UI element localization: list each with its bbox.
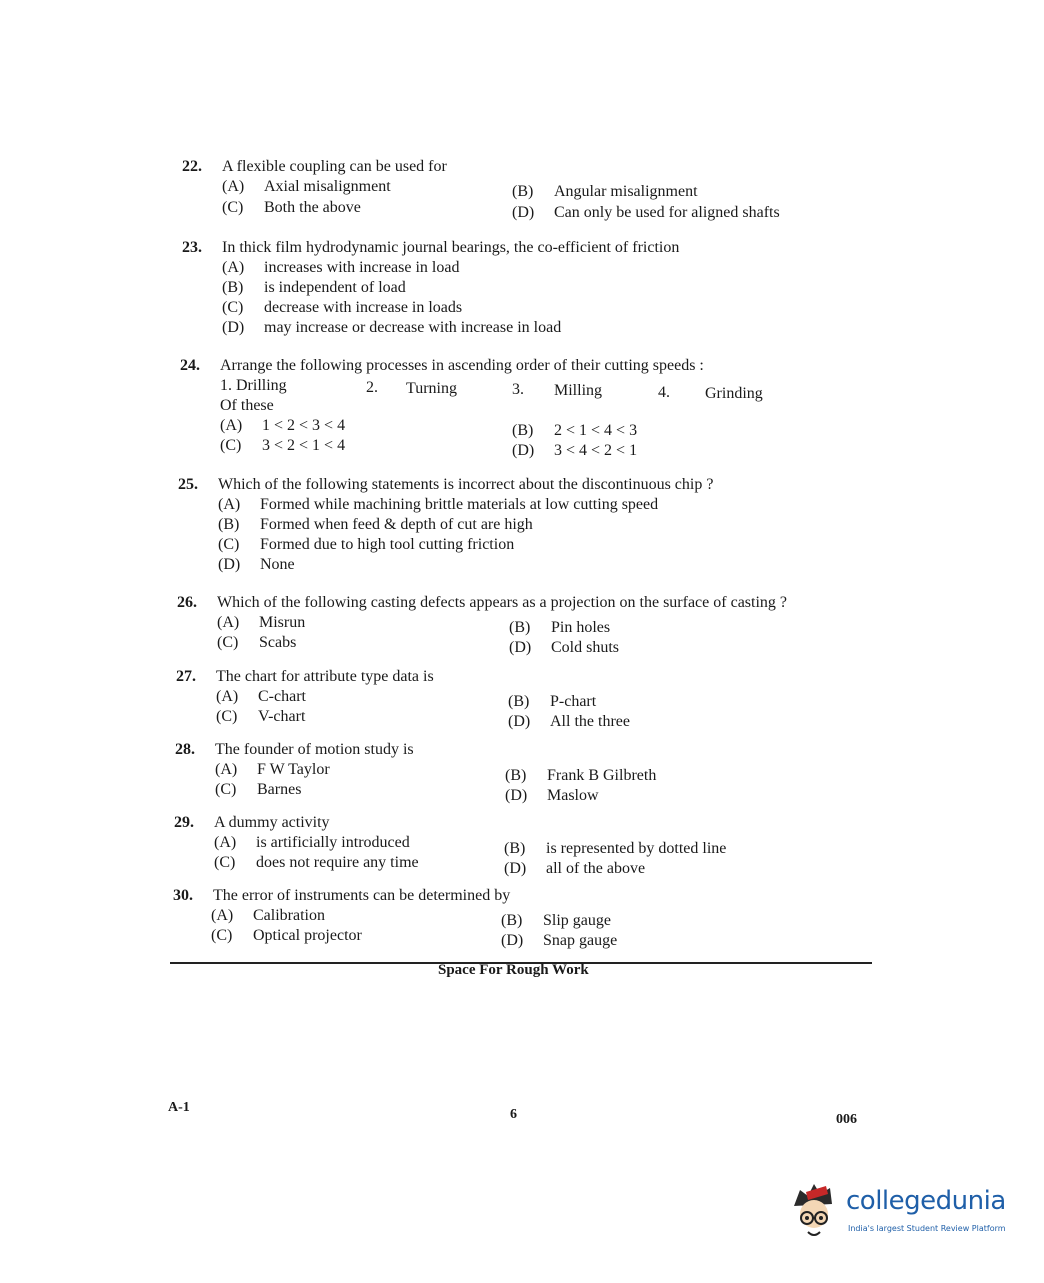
question-number: 27. (176, 668, 196, 685)
question-28 (175, 740, 855, 806)
question-27 (176, 667, 856, 733)
question-text: The chart for attribute type data is (216, 668, 434, 685)
option-d: (D) None (218, 556, 295, 573)
question-text: The founder of motion study is (215, 741, 414, 758)
process-2-number: 2. (366, 379, 378, 396)
rough-work-heading: Space For Rough Work (438, 962, 589, 978)
option-b: (B) Frank B Gilbreth (505, 767, 657, 784)
option-c: (C) Optical projector (211, 927, 362, 944)
question-text: Arrange the following processes in ascending order of their cutting speeds : (220, 357, 704, 374)
option-b: (B) is represented by dotted line (504, 840, 727, 857)
question-number: 28. (175, 741, 195, 758)
option-d: (D) may increase or decrease with increase in load (222, 319, 562, 336)
question-text: A flexible coupling can be used for (222, 158, 447, 175)
option-c: (C) Both the above (222, 199, 361, 216)
option-a: (A) Axial misalignment (222, 178, 391, 195)
question-text: Which of the following statements is incorrect about the discontinuous chip ? (218, 476, 714, 493)
option-b: (B) Pin holes (509, 619, 611, 636)
option-c: (C) does not require any time (214, 854, 419, 871)
question-23 (182, 238, 862, 340)
booklet-code: A-1 (168, 1100, 190, 1115)
option-c: (C) 3 < 2 < 1 < 4 (220, 437, 346, 454)
question-number: 26. (177, 594, 197, 611)
option-c: (C) decrease with increase in loads (222, 299, 463, 316)
option-a: (A) F W Taylor (215, 761, 330, 778)
option-d: (D) Maslow (505, 787, 599, 804)
question-22 (182, 157, 862, 227)
option-a: (A) 1 < 2 < 3 < 4 (220, 417, 346, 434)
option-d: (D) 3 < 4 < 2 < 1 (512, 442, 638, 459)
option-b: (B) Angular misalignment (512, 183, 698, 200)
option-d: (D) all of the above (504, 860, 646, 877)
option-d: (D) All the three (508, 713, 630, 730)
question-number: 29. (174, 814, 194, 831)
logo-wordmark: collegedunia (846, 1186, 1006, 1216)
option-d: (D) Cold shuts (509, 639, 620, 656)
option-c: (C) Scabs (217, 634, 297, 651)
option-a: (A) C-chart (216, 688, 306, 705)
mascot-icon (786, 1180, 842, 1240)
process-2: Turning (406, 380, 457, 397)
question-24 (180, 356, 860, 460)
question-30 (173, 886, 853, 952)
option-a: (A) Formed while machining brittle materials at low cutting speed (218, 496, 659, 513)
option-b: (B) Formed when feed & depth of cut are high (218, 516, 533, 533)
option-d: (D) Can only be used for aligned shafts (512, 204, 780, 221)
question-text: A dummy activity (214, 814, 330, 831)
process-3: Milling (554, 382, 603, 399)
question-number: 25. (178, 476, 198, 493)
question-26 (177, 593, 867, 659)
process-1: 1. Drilling (220, 377, 287, 394)
question-29 (174, 813, 854, 879)
question-number: 23. (182, 239, 202, 256)
process-4: Grinding (705, 385, 763, 402)
question-number: 22. (182, 158, 202, 175)
process-3-number: 3. (512, 381, 524, 398)
question-text: Which of the following casting defects appears as a projection on the surface of casting ? (217, 594, 788, 611)
option-b: (B) Slip gauge (501, 912, 611, 929)
option-a: (A) increases with increase in load (222, 259, 460, 276)
question-number: 24. (180, 357, 200, 374)
option-b: (B) P-chart (508, 693, 597, 710)
question-number: 30. (173, 887, 193, 904)
process-4-number: 4. (658, 384, 670, 401)
paper-code: 006 (836, 1112, 857, 1127)
option-c: (C) Barnes (215, 781, 302, 798)
option-a: (A) Misrun (217, 614, 306, 631)
collegedunia-logo (786, 1180, 1018, 1244)
option-a: (A) is artificially introduced (214, 834, 410, 851)
page-number: 6 (510, 1107, 517, 1122)
option-b: (B) 2 < 1 < 4 < 3 (512, 422, 638, 439)
question-text: In thick film hydrodynamic journal bearings, the co-efficient of friction (222, 239, 680, 256)
of-these: Of these (220, 397, 274, 414)
question-25 (178, 475, 858, 577)
option-a: (A) Calibration (211, 907, 325, 924)
logo-tagline: India's largest Student Review Platform (848, 1224, 1006, 1233)
option-c: (C) V-chart (216, 708, 306, 725)
option-b: (B) is independent of load (222, 279, 406, 296)
question-text: The error of instruments can be determined by (213, 887, 511, 904)
option-d: (D) Snap gauge (501, 932, 618, 949)
option-c: (C) Formed due to high tool cutting friction (218, 536, 515, 553)
